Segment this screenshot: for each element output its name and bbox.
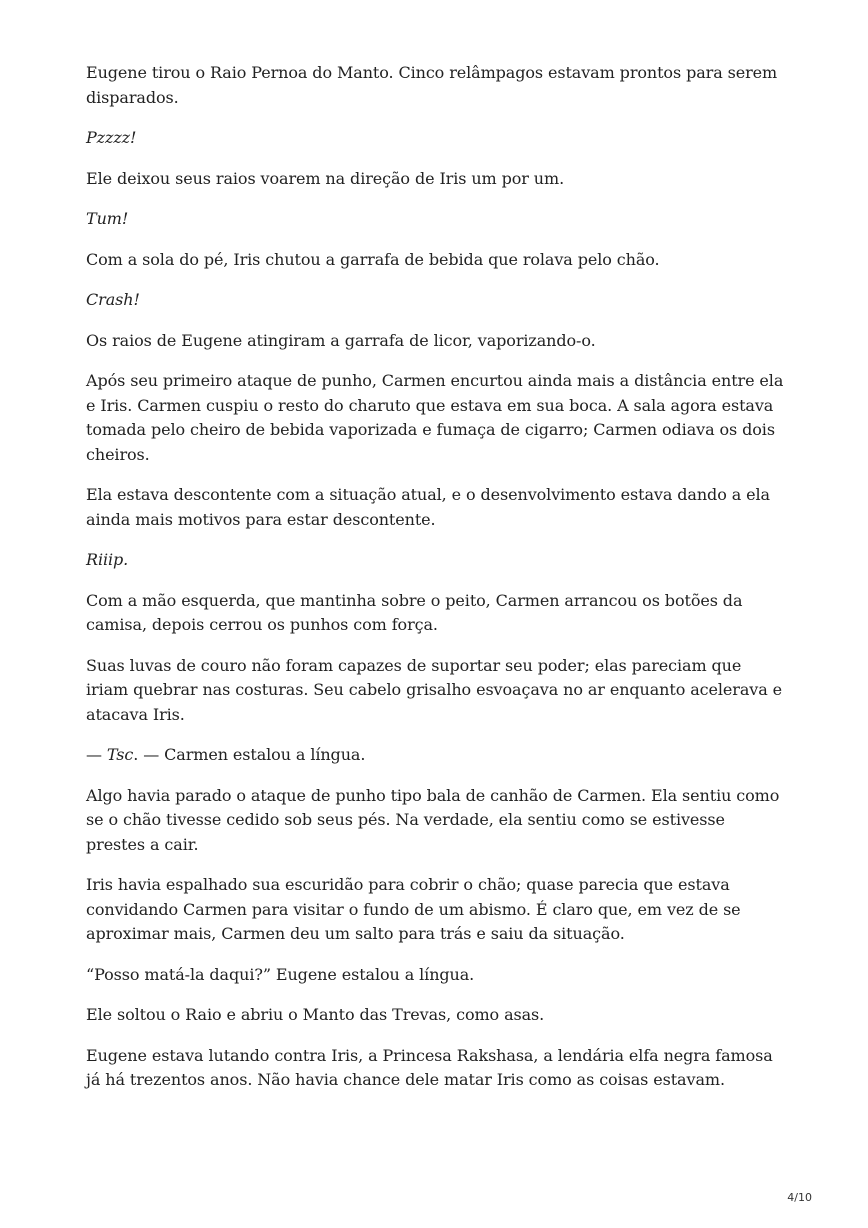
dialogue-suffix: . — Carmen estalou a língua. (133, 745, 366, 764)
paragraph-7: Os raios de Eugene atingiram a garrafa de licor, vaporizando-o. (86, 330, 596, 350)
sound-effect-riiip: Riiip. (86, 550, 129, 569)
paragraph-5: Com a sola do pé, Iris chutou a garrafa de bebida que rolava pelo chão. (86, 249, 660, 269)
paragraph-8: Após seu primeiro ataque de punho, Carmen encurtou ainda mais a distância entre ela e Iris. Carmen cuspiu o resto do charuto que estava em sua boca. A sala agora estava tomada pelo cheiro de bebida vaporizada e fumaça de cigarro; Carmen odiava os dois cheiros. (86, 371, 784, 464)
paragraph-17: Ele soltou o Raio e abriu o Manto das Trevas, como asas. (86, 1005, 545, 1024)
document-body (86, 61, 786, 1109)
sound-effect-tum: Tum! (86, 209, 129, 228)
paragraph-15: Iris havia espalhado sua escuridão para cobrir o chão; quase parecia que estava convidando Carmen para visitar o fundo de um abismo. É claro que, em vez de se aproximar mais, Carmen deu um salto para trás e saiu da situação. (86, 875, 741, 943)
paragraph-16: “Posso matá-la daqui?” Eugene estalou a língua. (86, 964, 475, 984)
paragraph-14: Algo havia parado o ataque de punho tipo bala de canhão de Carmen. Ela sentiu como se o chão tivesse cedido sob seus pés. Na verdade, ela sentiu como se estivesse prestes a cair. (86, 785, 780, 854)
dialogue-prefix: — (86, 745, 107, 764)
paragraph-3: Ele deixou seus raios voarem na direção de Iris um por um. (86, 168, 565, 188)
paragraph-13-dialogue (86, 743, 786, 768)
dialogue-italic-tsc: Tsc (106, 745, 134, 764)
paragraph-1: Eugene tirou o Raio Pernoa do Manto. Cinco relâmpagos estavam prontos para serem disparados. (86, 63, 778, 107)
paragraph-18: Eugene estava lutando contra Iris, a Princesa Rakshasa, a lendária elfa negra famosa já há trezentos anos. Não havia chance dele matar Iris como as coisas estavam. (86, 1045, 773, 1089)
paragraph-11: Com a mão esquerda, que mantinha sobre o peito, Carmen arrancou os botões da camisa, depois cerrou os punhos com força. (86, 590, 743, 634)
page-number: 4/10 (787, 1191, 812, 1204)
paragraph-9: Ela estava descontente com a situação atual, e o desenvolvimento estava dando a ela ainda mais motivos para estar descontente. (86, 485, 770, 529)
paragraph-12: Suas luvas de couro não foram capazes de suportar seu poder; elas pareciam que iriam quebrar nas costuras. Seu cabelo grisalho esvoaçava no ar enquanto acelerava e atacava Iris. (86, 655, 783, 724)
sound-effect-pzzzz: Pzzzz! (86, 128, 137, 147)
sound-effect-crash: Crash! (86, 290, 140, 309)
